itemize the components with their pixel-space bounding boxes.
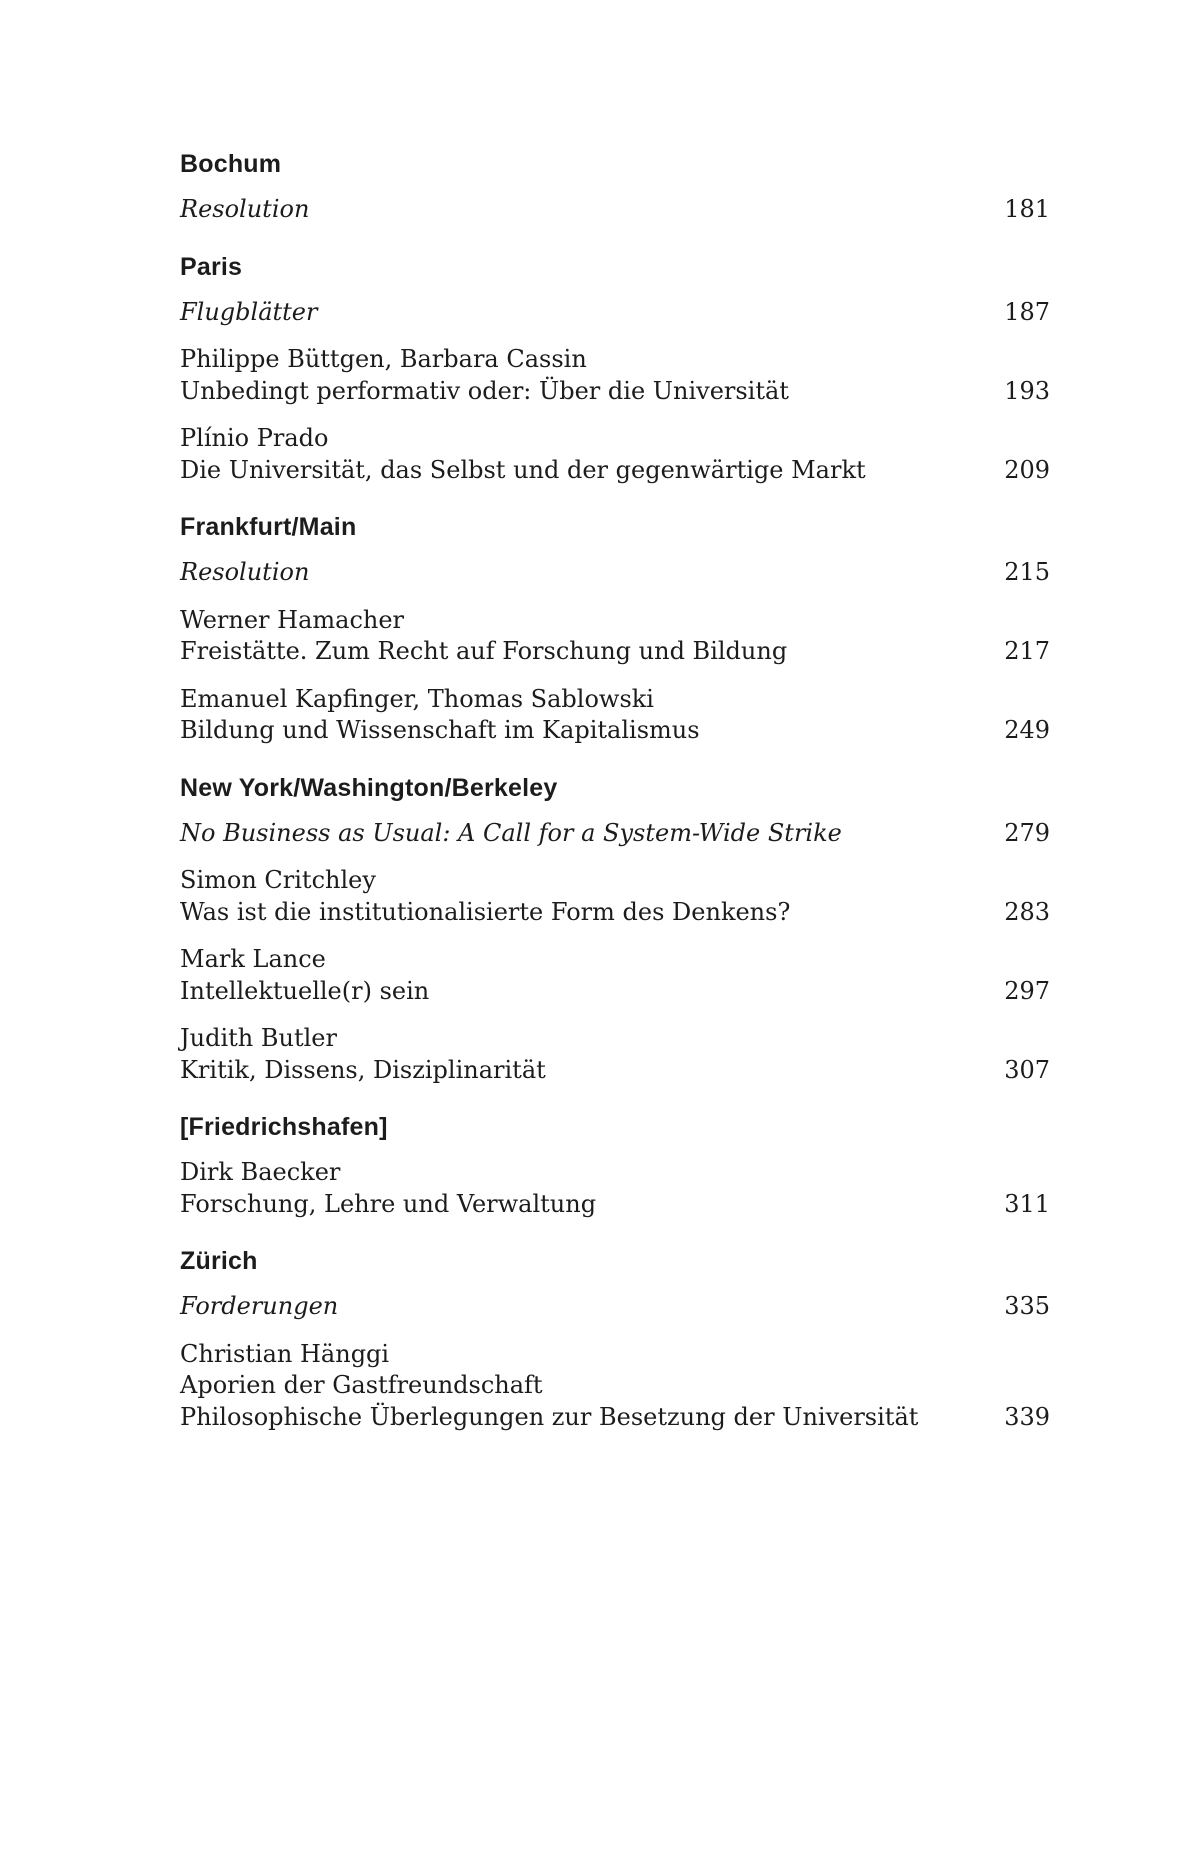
- entry-author: Philippe Büttgen, Barbara Cassin: [180, 345, 587, 373]
- entry-title: Unbedingt performativ oder: Über die Universität: [180, 376, 789, 405]
- toc-section-zurich: [180, 1245, 1050, 1433]
- toc-entry: [180, 1339, 1050, 1434]
- page-number: 339: [1004, 1402, 1050, 1431]
- entry-title: No Business as Usual: A Call for a System-Wide Strike: [180, 818, 842, 847]
- page-number: 217: [1004, 637, 1050, 665]
- entry-title: Aporien der Gastfreundschaft: [180, 1371, 543, 1399]
- toc-section-frankfurt: [180, 511, 1050, 747]
- entry-title: Kritik, Dissens, Disziplinarität: [180, 1055, 546, 1084]
- section-heading: [Friedrichshafen]: [180, 1113, 388, 1141]
- page-number: 193: [1004, 376, 1050, 405]
- page-number: 283: [1004, 897, 1050, 926]
- toc-entry: [180, 865, 1050, 928]
- toc-entry: [180, 1023, 1050, 1086]
- entry-title: Was ist die institutionalisierte Form des Denkens?: [180, 897, 791, 926]
- toc-entry: [180, 297, 1050, 329]
- toc-entry: [180, 194, 1050, 226]
- page-number: 181: [1004, 195, 1050, 223]
- toc-entry: [180, 944, 1050, 1007]
- toc-entry: [180, 605, 1050, 668]
- section-heading: Bochum: [180, 150, 282, 178]
- entry-author: Plínio Prado: [180, 424, 329, 452]
- entry-author: Mark Lance: [180, 945, 326, 973]
- entry-author: Dirk Baecker: [180, 1158, 341, 1186]
- page-number: 209: [1004, 455, 1050, 484]
- entry-title: Intellektuelle(r) sein: [180, 976, 430, 1005]
- toc-section-friedrichshafen: [180, 1111, 1050, 1220]
- section-heading: Paris: [180, 252, 243, 281]
- page-number: 279: [1004, 818, 1050, 847]
- page-number: 215: [1004, 558, 1050, 586]
- entry-title: Flugblätter: [180, 297, 318, 326]
- entry-author: Emanuel Kapfinger, Thomas Sablowski: [180, 684, 654, 713]
- entry-title: Die Universität, das Selbst und der gegenwärtige Markt: [180, 455, 866, 484]
- entry-title: Forderungen: [180, 1292, 339, 1320]
- entry-title: Forschung, Lehre und Verwaltung: [180, 1189, 597, 1218]
- entry-subtitle: Philosophische Überlegungen zur Besetzung der Universität: [180, 1402, 919, 1431]
- entry-author: Judith Butler: [180, 1024, 337, 1052]
- toc-entry: [180, 423, 1050, 486]
- page-number: 335: [1004, 1292, 1050, 1320]
- entry-title: Resolution: [180, 558, 310, 586]
- toc-entry: [180, 684, 1050, 747]
- page-number: 311: [1004, 1189, 1050, 1218]
- toc-section-bochum: [180, 148, 1050, 226]
- table-of-contents: [180, 148, 1050, 1433]
- toc-entry: [180, 557, 1050, 589]
- page-number: 187: [1004, 297, 1050, 326]
- page-number: 249: [1004, 716, 1050, 744]
- entry-title: Freistätte. Zum Recht auf Forschung und Bildung: [180, 637, 788, 665]
- section-heading: Zürich: [180, 1247, 258, 1275]
- toc-section-new-york: [180, 772, 1050, 1087]
- toc-entry: [180, 818, 1050, 850]
- section-heading: Frankfurt/Main: [180, 513, 357, 541]
- page-number: 297: [1004, 976, 1050, 1005]
- toc-section-paris: [180, 251, 1050, 487]
- entry-title: Bildung und Wissenschaft im Kapitalismus: [180, 716, 700, 744]
- toc-entry: [180, 1291, 1050, 1323]
- entry-author: Simon Critchley: [180, 866, 376, 894]
- entry-author: Werner Hamacher: [180, 605, 405, 634]
- section-heading: New York/Washington/Berkeley: [180, 773, 558, 802]
- entry-title: Resolution: [180, 195, 310, 223]
- toc-entry: [180, 1157, 1050, 1220]
- entry-author: Christian Hänggi: [180, 1339, 390, 1368]
- page-number: 307: [1004, 1055, 1050, 1084]
- toc-entry: [180, 344, 1050, 407]
